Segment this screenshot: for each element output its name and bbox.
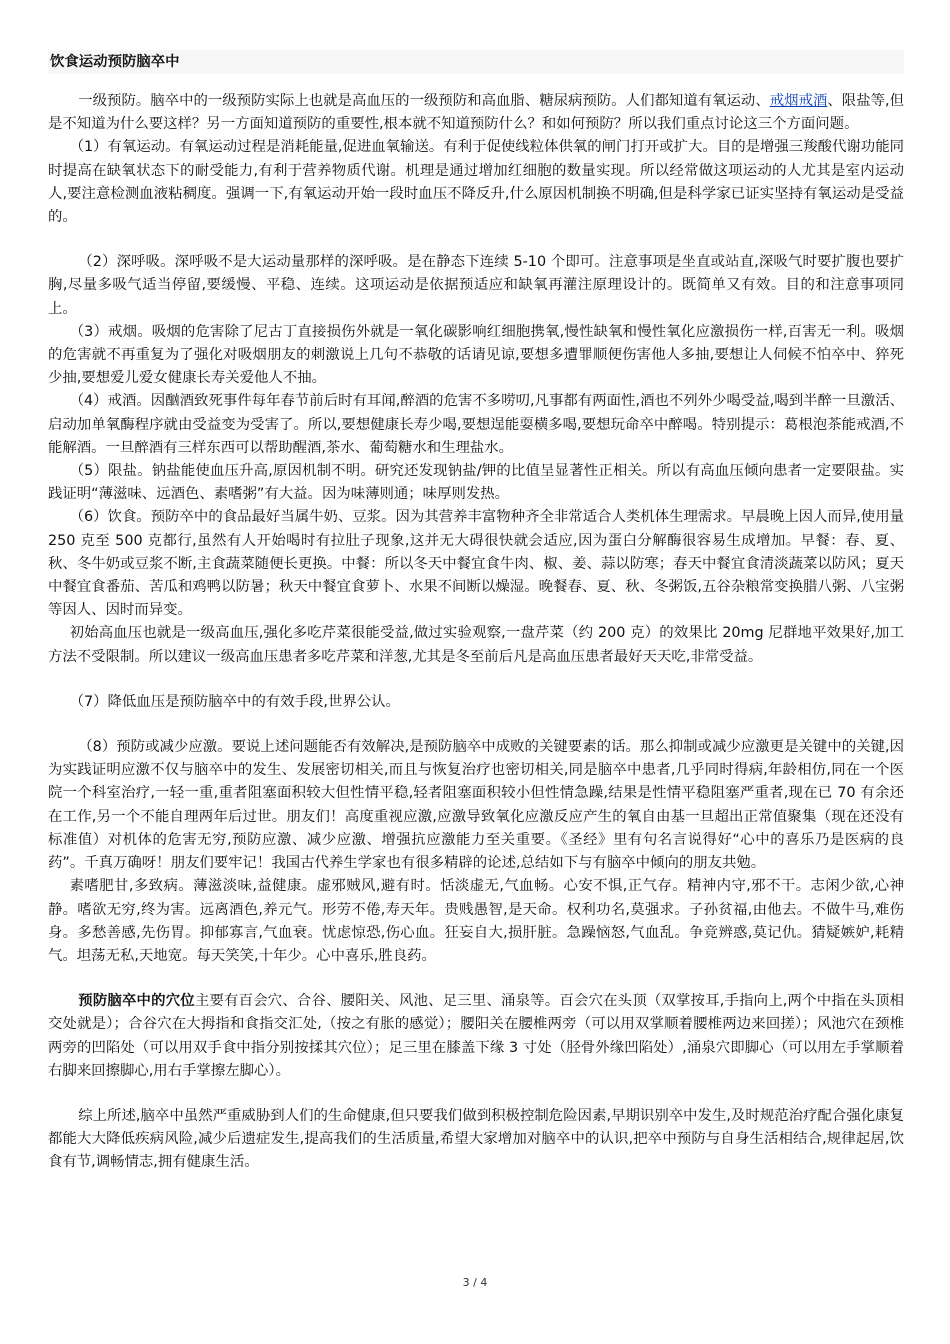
paragraph-lower-blood-pressure: （7）降低血压是预防脑卒中的有效手段,世界公认。 — [69, 693, 400, 710]
spacer — [48, 229, 904, 251]
paragraph-diet: （6）饮食。预防卒中的食品最好当属牛奶、豆浆。因为其营养丰富物种齐全非常适合人类机体生理需求。早晨晚上因人而异,使用量 250 克至 500 克都行,虽然有人开始喝时有拉肚子现象,这并无大碍很快就会适应,因为蛋白分解酶很容易生成增加。早餐：春、夏、秋、冬牛奶或豆浆不断,主食蔬菜随便长更换。中餐：所以冬天中餐宜食牛肉、椒、姜、蒜以防寒；春天中餐宜食清淡蔬菜以防风；夏天中餐宜食番茄、苦瓜和鸡鸭以防暑；秋天中餐宜食萝卜、水果不间断以燥湿。晚餐春、夏、秋、冬粥饭,五谷杂粮常变换腊八粥、八宝粥等因人、因时而异变。 — [48, 509, 904, 619]
paragraph-celery: 初始高血压也就是一级高血压,强化多吃芹菜很能受益,做过实验观察,一盘芹菜（约 200 克）的效果比 20mg 尼群地平效果好,加工方法不受限制。所以建议一级高血压患者多吃芹菜和洋葱,尤其是冬至前后凡是高血压患者最好天天吃,非常受益。 — [48, 625, 904, 665]
spacer — [48, 714, 904, 736]
document-title: 饮食运动预防脑卒中 — [48, 50, 904, 74]
paragraph-deep-breathing: （2）深呼吸。深呼吸不是大运动量那样的深呼吸。是在静态下连续 5-10 个即可。注意事项是坐直或站直,深吸气时要扩腹也要扩胸,尽量多吸气适当停留,要缓慢、平稳、连续。这项运动是依据预适应和缺氧再灌注原理设计的。既简单又有效。目的和注意事项同上。 — [48, 254, 904, 317]
paragraph-summary: 综上所述,脑卒中虽然严重威胁到人们的生命健康,但只要我们做到积极控制危险因素,早期识别卒中发生,及时规范治疗配合强化康复都能大大降低疾病风险,减少后遗症发生,提高我们的生活质量,希望大家增加对脑卒中的认识,把卒中预防与自身生活相结合,规律起居,饮食有节,调畅情志,拥有健康生活。 — [48, 1107, 904, 1171]
spacer — [48, 968, 904, 990]
page-number: 3 / 4 — [462, 1276, 488, 1289]
quit-smoking-drinking-link[interactable]: 戒烟戒酒 — [769, 93, 828, 109]
paragraph-limit-salt: （5）限盐。钠盐能使血压升高,原因机制不明。研究还发现钠盐/钾的比值呈显著性正相关。所以有高血压倾向患者一定要限盐。实践证明“薄滋味、远酒色、素嗜粥”有大益。因为味薄则通；味厚则发热。 — [48, 463, 904, 503]
spacer — [48, 1083, 904, 1105]
paragraph-aerobic-exercise: （1）有氧运动。有氧运动过程是消耗能量,促进血氧输送。有利于促使线粒体供氧的闸门打开或扩大。目的是增强三羧酸代谢功能同时提高在缺氧状态下的耐受能力,有利于营养物质代谢。机理是通过增加红细胞的数量实现。所以经常做这项运动的人尤其是室内运动人,要注意检测血液粘稠度。强调一下,有氧运动开始一段时血压不降反升,什么原因机制换不明确,但是科学家已证实坚持有氧运动是受益的。 — [48, 139, 904, 226]
document-body — [48, 50, 904, 1175]
paragraph-text: 一级预防。脑卒中的一级预防实际上也就是高血压的一级预防和高血脂、糖尿病预防。人们都知道有氧运动、 — [78, 93, 770, 109]
paragraph-health-maxims: 素嗜肥甘,多致病。薄滋淡味,益健康。虚邪贼风,避有时。恬淡虚无,气血畅。心安不惧,正气存。精神内守,邪不干。志闲少欲,心神静。嗜欲无穷,终为害。远离酒色,养元气。形劳不倦,寿天年。贵贱愚智,是天命。权利功名,莫强求。子孙贫福,由他去。不做牛马,难伤身。多愁善感,先伤胃。抑郁寡言,气血衰。忧虑惊恐,伤心血。狂妄自大,损肝脏。急躁恼怒,气血乱。争竞辨惑,莫记仇。猜疑嫉妒,耗精气。坦荡无私,天地宽。每天笑笑,十年少。心中喜乐,胜良药。 — [48, 878, 904, 964]
paragraph-acupoints — [48, 990, 904, 1083]
paragraph-quit-drinking: （4）戒酒。因酗酒致死事件每年春节前后时有耳闻,醉酒的危害不多唠叨,凡事都有两面性,酒也不列外少喝受益,喝到半醉一旦激活、启动加单氧酶程序就由受益变为受害了。所以,要想健康长寿少喝,要想逞能耍横多喝,要想玩命卒中醉喝。特别提示：葛根泡茶能戒酒,不能解酒。一旦醉酒有三样东西可以帮助醒酒,茶水、葡萄糖水和生理盐水。 — [48, 393, 904, 456]
paragraph-primary-prevention — [48, 90, 904, 136]
paragraph-quit-smoking: （3）戒烟。吸烟的危害除了尼古丁直接损伤外就是一氧化碳影响红细胞携氧,慢性缺氧和慢性氧化应激损伤一样,百害无一利。吸烟的危害就不再重复为了强化对吸烟朋友的刺激说上几句不恭敬的话请见谅,要想多遭罪顺便伤害他人多抽,要想让人伺候不怕卒中、猝死少抽,要想爱儿爱女健康长寿关爱他人不抽。 — [48, 323, 904, 387]
acupoints-heading: 预防脑卒中的穴位 — [78, 993, 195, 1010]
paragraph-text: 主要有百会穴、合谷、腰阳关、风池、足三里、涌泉等。百会穴在头顶（双掌按耳,手指向上,两个中指在头顶相交处就是）；合谷穴在大拇指和食指交汇处,（按之有胀的感觉）；腰阳关在腰椎两旁（可以用双掌顺着腰椎两边来回搓）；风池穴在颈椎两旁的凹陷处（可以用双手食中指分别按揉其穴位）；足三里在膝盖下缘 3 寸处（胫骨外缘凹陷处）,涌泉穴即脚心（可以用左手掌顺着右脚来回擦脚心,用右手掌擦左脚心）。 — [48, 993, 904, 1079]
spacer — [48, 669, 904, 691]
paragraph-reduce-stress: （8）预防或减少应激。要说上述问题能否有效解决,是预防脑卒中成败的关键要素的话。那么抑制或减少应激更是关键中的关键,因为实践证明应激不仅与脑卒中的发生、发展密切相关,而且与恢复治疗也密切相关,同是脑卒中患者,几乎同时得病,年龄相仿,同在一个医院一个科室治疗,一轻一重,重者阻塞面积较大但性情平稳,轻者阻塞面积较小但性情急躁,结果是性情平稳阻塞严重者,现在已 70 有余还在工作,另一个不能自理两年后过世。朋友们！高度重视应激,应激导致氧化应激反应产生的氧自由基一旦超出正常值聚集（现在还没有标准值）对机体的危害无穷,预防应激、减少应激、增强抗应激能力至关重要。《圣经》里有句名言说得好“心中的喜乐乃是医病的良药”。千真万确呀！朋友们要牢记！我国古代养生学家也有很多精辟的论述,总结如下与有脑卒中倾向的朋友共勉。 — [48, 739, 904, 872]
paragraph-text: 、限盐等,但是不知道为什么要这样？另一方面知道预防的重要性,根本就不知道预防什么？和如何预防？所以我们重点讨论这三个方面问题。 — [48, 93, 904, 133]
